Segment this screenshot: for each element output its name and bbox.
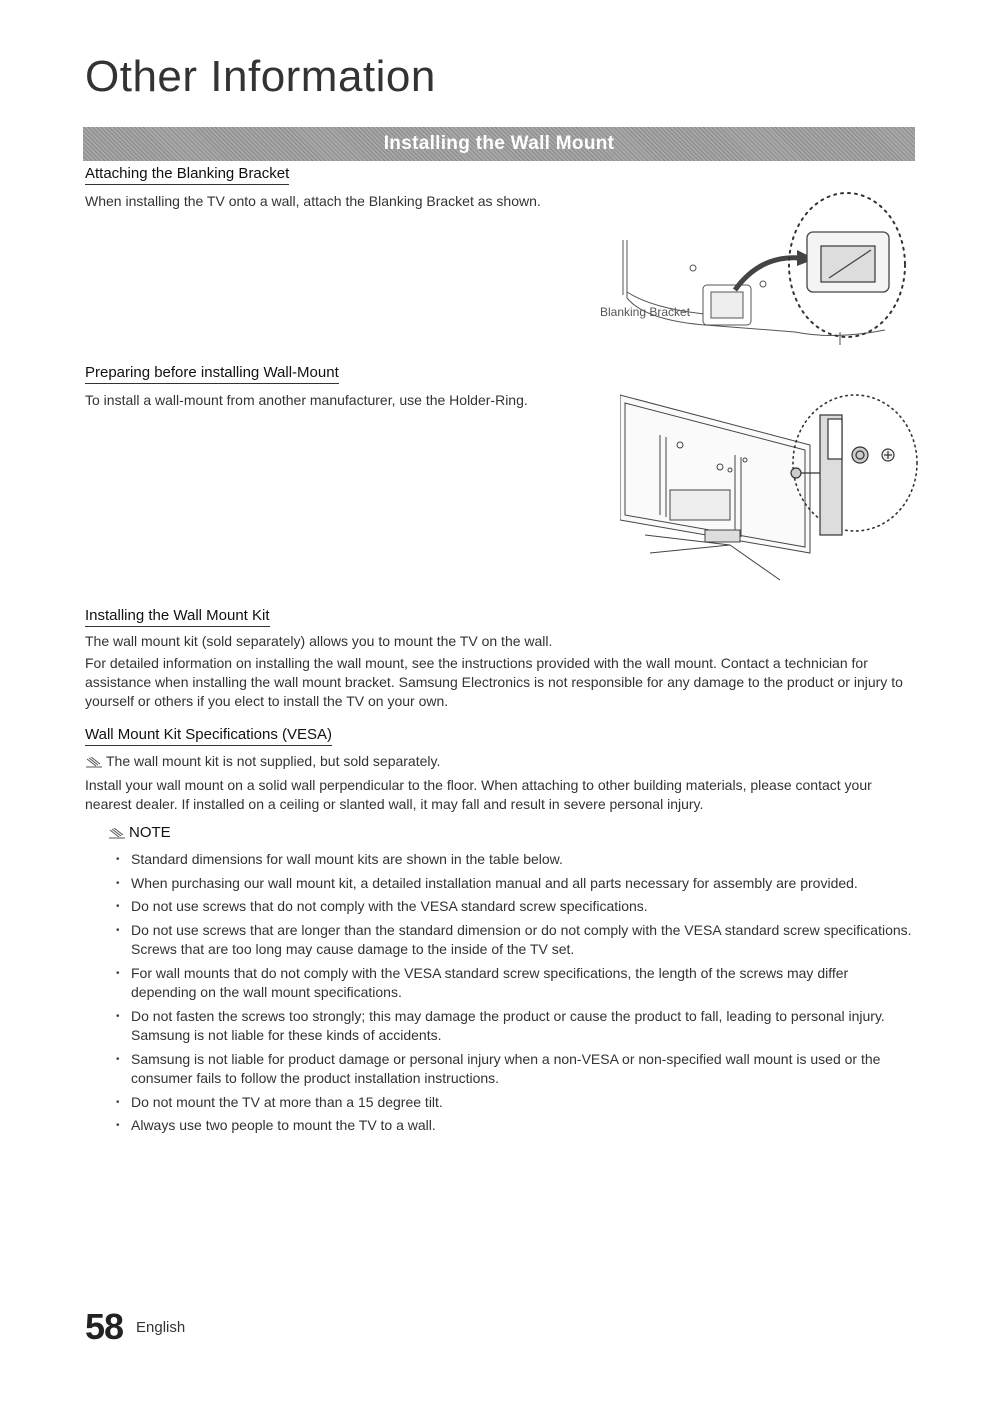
text-blanking-bracket: When installing the TV onto a wall, attach the Blanking Bracket as shown. <box>85 193 541 209</box>
note-bullet: • Do not use screws that are longer than the standard dimension or do not comply with the VESA standard screw specifications. Screws that are too long may cause damage to the inside of the TV set. <box>131 921 915 960</box>
note-bullet: • Samsung is not liable for product damage or personal injury when a non-VESA or non-specified wall mount is used or the consumer fails to follow the product installation instructions. <box>131 1050 915 1089</box>
note-bullet: • When purchasing our wall mount kit, a detailed installation manual and all parts necessary for assembly are provided. <box>131 874 915 894</box>
text-installing-kit-2: For detailed information on installing the wall mount, see the instructions provided with the wall mount. Contact a technician for assistance when installing the wall mount bracket. Samsung Electronics is not responsible for any damage to the product or injury to yourself or others if you elect to install the TV on your own. <box>85 655 903 709</box>
note-bullet: • Do not use screws that do not comply with the VESA standard screw specifications. <box>131 897 915 917</box>
heading-vesa: Wall Mount Kit Specifications (VESA) <box>85 726 332 746</box>
note-bullet: • Do not fasten the screws too strongly; this may damage the product or cause the product to fall, leading to personal injury. Samsung is not liable for these kinds of accidents. <box>131 1007 915 1046</box>
note-line-text: The wall mount kit is not supplied, but sold separately. <box>106 753 441 769</box>
note-bullet: • Do not mount the TV at more than a 15 degree tilt. <box>131 1093 915 1113</box>
holder-ring-illustration <box>620 375 920 590</box>
note-bullet: • Always use two people to mount the TV to a wall. <box>131 1116 915 1136</box>
page-number: 58 <box>85 1306 124 1347</box>
note-pencil-icon <box>108 828 126 839</box>
section-vesa <box>85 726 332 746</box>
heading-installing-kit: Installing the Wall Mount Kit <box>85 607 270 627</box>
blanking-bracket-illustration <box>585 180 915 355</box>
note-pencil-icon <box>85 757 103 768</box>
note-line-vesa <box>85 752 440 771</box>
note-bullet-list <box>131 850 915 1140</box>
banner-title: Installing the Wall Mount <box>383 133 615 154</box>
section-blanking-bracket <box>85 165 289 185</box>
section-banner <box>83 127 915 161</box>
text-installing-kit-1: The wall mount kit (sold separately) allows you to mount the TV on the wall. <box>85 633 553 649</box>
note-bullet: • Standard dimensions for wall mount kits are shown in the table below. <box>131 850 915 870</box>
page-language: English <box>136 1319 186 1336</box>
blanking-bracket-label: Blanking Bracket <box>600 305 691 319</box>
heading-preparing: Preparing before installing Wall-Mount <box>85 364 339 384</box>
heading-blanking-bracket: Attaching the Blanking Bracket <box>85 165 289 185</box>
page-title: Other Information <box>85 52 436 101</box>
note-title: NOTE <box>129 824 171 841</box>
note-heading <box>108 824 171 841</box>
text-vesa: Install your wall mount on a solid wall perpendicular to the floor. When attaching to other building materials, please contact your nearest dealer. If installed on a ceiling or slanted wall, it may fall and result in severe personal injury. <box>85 777 872 812</box>
section-installing-kit <box>85 607 270 627</box>
section-preparing <box>85 364 339 384</box>
note-bullet: • For wall mounts that do not comply with the VESA standard screw specifications, the length of the screws may differ depending on the wall mount specifications. <box>131 964 915 1003</box>
text-preparing: To install a wall-mount from another manufacturer, use the Holder-Ring. <box>85 392 528 408</box>
